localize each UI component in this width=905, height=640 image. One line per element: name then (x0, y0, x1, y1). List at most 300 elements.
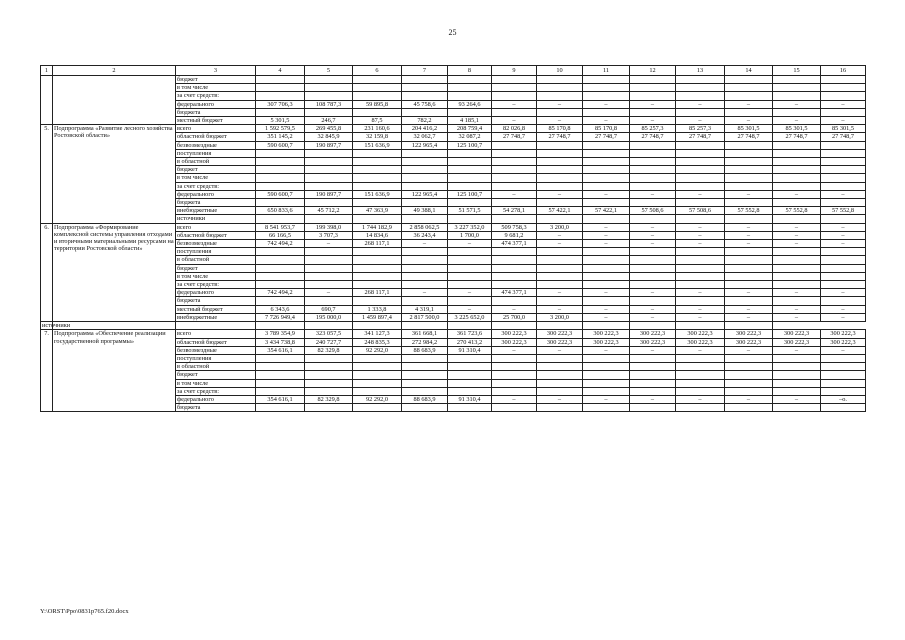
amount-cell (492, 199, 537, 207)
column-number: 2 (53, 66, 176, 76)
amount-cell (630, 256, 676, 264)
amount-cell: 341 127,3 (353, 330, 402, 338)
funding-source: за счет средств: (176, 182, 256, 190)
amount-cell: – (821, 313, 866, 321)
amount-cell: 3 200,0 (537, 313, 583, 321)
funding-source: в том числе (176, 174, 256, 182)
column-number-row (41, 66, 866, 76)
amount-cell (676, 256, 725, 264)
amount-cell (402, 371, 448, 379)
amount-cell (353, 322, 402, 330)
amount-cell: – (630, 117, 676, 125)
amount-cell (821, 264, 866, 272)
amount-cell: 690,7 (305, 305, 353, 313)
amount-cell (821, 166, 866, 174)
amount-cell: – (630, 289, 676, 297)
amount-cell (402, 387, 448, 395)
amount-cell (773, 248, 821, 256)
amount-cell: – (676, 313, 725, 321)
amount-cell (448, 76, 492, 84)
amount-cell (537, 248, 583, 256)
amount-cell (821, 158, 866, 166)
amount-cell (676, 363, 725, 371)
funding-source: в областной (176, 158, 256, 166)
amount-cell: – (773, 240, 821, 248)
amount-cell: – (676, 305, 725, 313)
amount-cell (448, 166, 492, 174)
funding-source: в областной (176, 363, 256, 371)
amount-cell (725, 174, 773, 182)
amount-cell (630, 281, 676, 289)
amount-cell: 9 681,2 (492, 231, 537, 239)
amount-cell (402, 404, 448, 412)
amount-cell (773, 256, 821, 264)
amount-cell (492, 379, 537, 387)
amount-cell (353, 281, 402, 289)
amount-cell: 57 552,8 (725, 207, 773, 215)
amount-cell: – (583, 313, 630, 321)
amount-cell: 125 100,7 (448, 141, 492, 149)
amount-cell (537, 354, 583, 362)
amount-cell (725, 84, 773, 92)
amount-cell: 1 333,8 (353, 305, 402, 313)
amount-cell: – (676, 395, 725, 403)
amount-cell: – (537, 100, 583, 108)
amount-cell (448, 199, 492, 207)
amount-cell: – (492, 100, 537, 108)
amount-cell (305, 174, 353, 182)
amount-cell: 190 897,7 (305, 190, 353, 198)
amount-cell (821, 141, 866, 149)
amount-cell: – (821, 223, 866, 231)
column-number: 3 (176, 66, 256, 76)
funding-source: внебюджетные (176, 207, 256, 215)
amount-cell (402, 84, 448, 92)
amount-cell (448, 92, 492, 100)
amount-cell: 57 422,1 (583, 207, 630, 215)
column-number: 1 (41, 66, 53, 76)
amount-cell (256, 92, 305, 100)
amount-cell: 2 858 062,5 (402, 223, 448, 231)
amount-cell (353, 158, 402, 166)
amount-cell (402, 92, 448, 100)
amount-cell: –о. (821, 395, 866, 403)
amount-cell (821, 92, 866, 100)
continued-program-cell (53, 76, 176, 125)
amount-cell (773, 363, 821, 371)
amount-cell: – (821, 231, 866, 239)
funding-source: безвозмездные (176, 240, 256, 248)
amount-cell: 300 222,3 (821, 338, 866, 346)
funding-source: безвозмездные (176, 346, 256, 354)
amount-cell: – (305, 240, 353, 248)
amount-cell: 300 222,3 (537, 338, 583, 346)
amount-cell (537, 174, 583, 182)
amount-cell: 6 343,6 (256, 305, 305, 313)
amount-cell (256, 215, 305, 223)
amount-cell: 85 170,8 (583, 125, 630, 133)
amount-cell: – (773, 313, 821, 321)
amount-cell (630, 92, 676, 100)
amount-cell (353, 272, 402, 280)
amount-cell (305, 84, 353, 92)
amount-cell: 27 748,7 (630, 133, 676, 141)
amount-cell: – (676, 117, 725, 125)
amount-cell (630, 272, 676, 280)
amount-cell (537, 322, 583, 330)
amount-cell: – (492, 190, 537, 198)
amount-cell: 4 319,1 (402, 305, 448, 313)
row-number: 6. (41, 223, 53, 321)
amount-cell (402, 199, 448, 207)
amount-cell: 151 636,9 (353, 141, 402, 149)
amount-cell (676, 76, 725, 84)
funding-source: бюджета (176, 199, 256, 207)
amount-cell: 27 748,7 (492, 133, 537, 141)
amount-cell (402, 166, 448, 174)
amount-cell (725, 149, 773, 157)
amount-cell (402, 108, 448, 116)
amount-cell (537, 404, 583, 412)
amount-cell (821, 363, 866, 371)
amount-cell (256, 322, 305, 330)
amount-cell (305, 281, 353, 289)
amount-cell (492, 76, 537, 84)
funding-source: областной бюджет (176, 133, 256, 141)
amount-cell: 269 455,8 (305, 125, 353, 133)
amount-cell (630, 149, 676, 157)
amount-cell (725, 322, 773, 330)
amount-cell: – (725, 190, 773, 198)
amount-cell (353, 256, 402, 264)
amount-cell (537, 215, 583, 223)
amount-cell: 351 145,2 (256, 133, 305, 141)
amount-cell (773, 84, 821, 92)
amount-cell (353, 182, 402, 190)
funding-source: в областной (176, 256, 256, 264)
amount-cell (773, 76, 821, 84)
amount-cell (305, 379, 353, 387)
amount-cell: 323 057,5 (305, 330, 353, 338)
amount-cell (821, 149, 866, 157)
amount-cell (821, 215, 866, 223)
amount-cell: – (773, 100, 821, 108)
amount-cell: – (725, 313, 773, 321)
amount-cell (492, 256, 537, 264)
amount-cell: – (630, 395, 676, 403)
amount-cell (256, 297, 305, 305)
amount-cell (492, 149, 537, 157)
amount-cell: 190 897,7 (305, 141, 353, 149)
subprogram-name: Подпрограмма «Обеспечение реализации государственной программы» (53, 330, 176, 412)
funding-source: внебюджетные (176, 313, 256, 321)
amount-cell (676, 92, 725, 100)
amount-cell (537, 379, 583, 387)
table-row (41, 330, 866, 338)
amount-cell (583, 248, 630, 256)
amount-cell (773, 174, 821, 182)
file-path-footer: Y:\ORST\Ppo\0831p765.f20.docx (40, 608, 129, 615)
column-number: 13 (676, 66, 725, 76)
amount-cell (725, 248, 773, 256)
amount-cell: – (773, 223, 821, 231)
amount-cell (773, 371, 821, 379)
amount-cell (583, 141, 630, 149)
amount-cell (492, 92, 537, 100)
amount-cell: 57 508,6 (676, 207, 725, 215)
amount-cell: 199 398,0 (305, 223, 353, 231)
amount-cell (305, 264, 353, 272)
amount-cell: – (448, 240, 492, 248)
amount-cell: 300 222,3 (725, 330, 773, 338)
amount-cell (676, 297, 725, 305)
amount-cell: – (821, 289, 866, 297)
amount-cell: 1 459 897,4 (353, 313, 402, 321)
amount-cell (773, 215, 821, 223)
amount-cell: – (583, 305, 630, 313)
amount-cell: 1 592 579,5 (256, 125, 305, 133)
amount-cell (630, 363, 676, 371)
funding-source: федерального (176, 395, 256, 403)
amount-cell: 361 723,6 (448, 330, 492, 338)
amount-cell: 14 834,6 (353, 231, 402, 239)
amount-cell: – (676, 190, 725, 198)
amount-cell: – (537, 190, 583, 198)
amount-cell (773, 149, 821, 157)
amount-cell (630, 174, 676, 182)
amount-cell (353, 363, 402, 371)
amount-cell (583, 264, 630, 272)
amount-cell (676, 322, 725, 330)
amount-cell (305, 76, 353, 84)
amount-cell (725, 297, 773, 305)
amount-cell (305, 354, 353, 362)
amount-cell: – (630, 305, 676, 313)
amount-cell: 151 636,9 (353, 190, 402, 198)
amount-cell: 125 100,7 (448, 190, 492, 198)
amount-cell (821, 404, 866, 412)
amount-cell (583, 256, 630, 264)
amount-cell (725, 371, 773, 379)
amount-cell: 45 758,6 (402, 100, 448, 108)
amount-cell (630, 404, 676, 412)
amount-cell (537, 149, 583, 157)
amount-cell: 300 222,3 (773, 330, 821, 338)
table-row (41, 322, 866, 330)
amount-cell (583, 215, 630, 223)
amount-cell (353, 84, 402, 92)
amount-cell (583, 174, 630, 182)
funding-source: местный бюджет (176, 305, 256, 313)
amount-cell (676, 166, 725, 174)
amount-cell: – (402, 289, 448, 297)
amount-cell (773, 354, 821, 362)
amount-cell (676, 248, 725, 256)
amount-cell: 300 222,3 (630, 338, 676, 346)
amount-cell (353, 92, 402, 100)
amount-cell (821, 354, 866, 362)
amount-cell (773, 379, 821, 387)
amount-cell (630, 354, 676, 362)
amount-cell: 92 292,0 (353, 395, 402, 403)
amount-cell (821, 182, 866, 190)
amount-cell: – (537, 240, 583, 248)
amount-cell: 32 159,8 (353, 133, 402, 141)
amount-cell (773, 272, 821, 280)
amount-cell: 742 494,2 (256, 289, 305, 297)
amount-cell (402, 264, 448, 272)
amount-cell: 1 700,0 (448, 231, 492, 239)
amount-cell: – (630, 100, 676, 108)
amount-cell (448, 108, 492, 116)
column-number: 4 (256, 66, 305, 76)
amount-cell (537, 387, 583, 395)
amount-cell: 300 222,3 (821, 330, 866, 338)
amount-cell (448, 371, 492, 379)
amount-cell (448, 363, 492, 371)
amount-cell: – (583, 289, 630, 297)
amount-cell (630, 84, 676, 92)
funding-source: бюджета (176, 108, 256, 116)
funding-source: за счет средств: (176, 387, 256, 395)
funding-source: безвозмездные (176, 141, 256, 149)
amount-cell (676, 158, 725, 166)
amount-cell (630, 199, 676, 207)
amount-cell: – (821, 190, 866, 198)
amount-cell (256, 256, 305, 264)
amount-cell (402, 174, 448, 182)
amount-cell (448, 404, 492, 412)
amount-cell: – (821, 117, 866, 125)
amount-cell (537, 141, 583, 149)
amount-cell: 3 789 354,9 (256, 330, 305, 338)
amount-cell: 45 712,2 (305, 207, 353, 215)
amount-cell: 2 817 500,0 (402, 313, 448, 321)
amount-cell (583, 371, 630, 379)
amount-cell (492, 158, 537, 166)
amount-cell: 27 748,7 (725, 133, 773, 141)
column-number: 10 (537, 66, 583, 76)
amount-cell: 25 700,0 (492, 313, 537, 321)
amount-cell: – (676, 240, 725, 248)
amount-cell (448, 354, 492, 362)
amount-cell (256, 281, 305, 289)
amount-cell (492, 264, 537, 272)
amount-cell (353, 166, 402, 174)
amount-cell (256, 363, 305, 371)
amount-cell (725, 256, 773, 264)
amount-cell: – (725, 223, 773, 231)
column-number: 14 (725, 66, 773, 76)
amount-cell (676, 281, 725, 289)
amount-cell: – (492, 117, 537, 125)
amount-cell (402, 76, 448, 84)
amount-cell (725, 199, 773, 207)
amount-cell (630, 215, 676, 223)
amount-cell (537, 92, 583, 100)
amount-cell (583, 158, 630, 166)
amount-cell: – (537, 305, 583, 313)
amount-cell: 122 965,4 (402, 190, 448, 198)
column-number: 8 (448, 66, 492, 76)
amount-cell: 88 683,9 (402, 346, 448, 354)
amount-cell: 36 243,4 (402, 231, 448, 239)
amount-cell (725, 363, 773, 371)
amount-cell (537, 84, 583, 92)
amount-cell (676, 182, 725, 190)
amount-cell: – (537, 117, 583, 125)
funding-source: федерального (176, 289, 256, 297)
amount-cell (256, 264, 305, 272)
amount-cell: – (676, 100, 725, 108)
amount-cell (537, 363, 583, 371)
amount-cell: 27 748,7 (583, 133, 630, 141)
amount-cell (537, 272, 583, 280)
amount-cell (448, 182, 492, 190)
amount-cell: 195 000,0 (305, 313, 353, 321)
amount-cell (402, 158, 448, 166)
amount-cell: 51 571,5 (448, 207, 492, 215)
amount-cell (402, 322, 448, 330)
amount-cell: 300 222,3 (492, 338, 537, 346)
amount-cell: – (725, 289, 773, 297)
amount-cell (773, 166, 821, 174)
subprogram-name: Подпрограмма «Развитие лесного хозяйства Ростовской области» (53, 125, 176, 223)
amount-cell: – (725, 240, 773, 248)
amount-cell: 85 257,3 (630, 125, 676, 133)
funding-source: источники (42, 322, 71, 330)
amount-cell (448, 149, 492, 157)
amount-cell (256, 182, 305, 190)
amount-cell: 782,2 (402, 117, 448, 125)
amount-cell: 204 416,2 (402, 125, 448, 133)
funding-source: областной бюджет (176, 231, 256, 239)
subprogram-name: Подпрограмма «Формирование комплексной системы управления отходами и вторичными материальными ресурсами на территории Ростовской области» (53, 223, 176, 321)
amount-cell (492, 174, 537, 182)
column-number: 15 (773, 66, 821, 76)
amount-cell: 57 422,1 (537, 207, 583, 215)
amount-cell (448, 256, 492, 264)
amount-cell (676, 264, 725, 272)
amount-cell (583, 84, 630, 92)
amount-cell (492, 363, 537, 371)
amount-cell (630, 182, 676, 190)
amount-cell: – (537, 289, 583, 297)
amount-cell (305, 158, 353, 166)
amount-cell (676, 272, 725, 280)
amount-cell: 272 984,2 (402, 338, 448, 346)
amount-cell: – (537, 346, 583, 354)
funding-source: всего (176, 330, 256, 338)
funding-source: всего (176, 125, 256, 133)
amount-cell: 1 744 182,9 (353, 223, 402, 231)
amount-cell (537, 256, 583, 264)
amount-cell (821, 371, 866, 379)
funding-source: бюджета (176, 404, 256, 412)
amount-cell (492, 387, 537, 395)
amount-cell (353, 354, 402, 362)
amount-cell: 300 222,3 (492, 330, 537, 338)
amount-cell: – (676, 231, 725, 239)
amount-cell (305, 108, 353, 116)
amount-cell: – (448, 305, 492, 313)
amount-cell: – (773, 289, 821, 297)
funding-source: бюджет (176, 166, 256, 174)
amount-cell (305, 363, 353, 371)
amount-cell (256, 84, 305, 92)
amount-cell (492, 215, 537, 223)
amount-cell: – (402, 240, 448, 248)
